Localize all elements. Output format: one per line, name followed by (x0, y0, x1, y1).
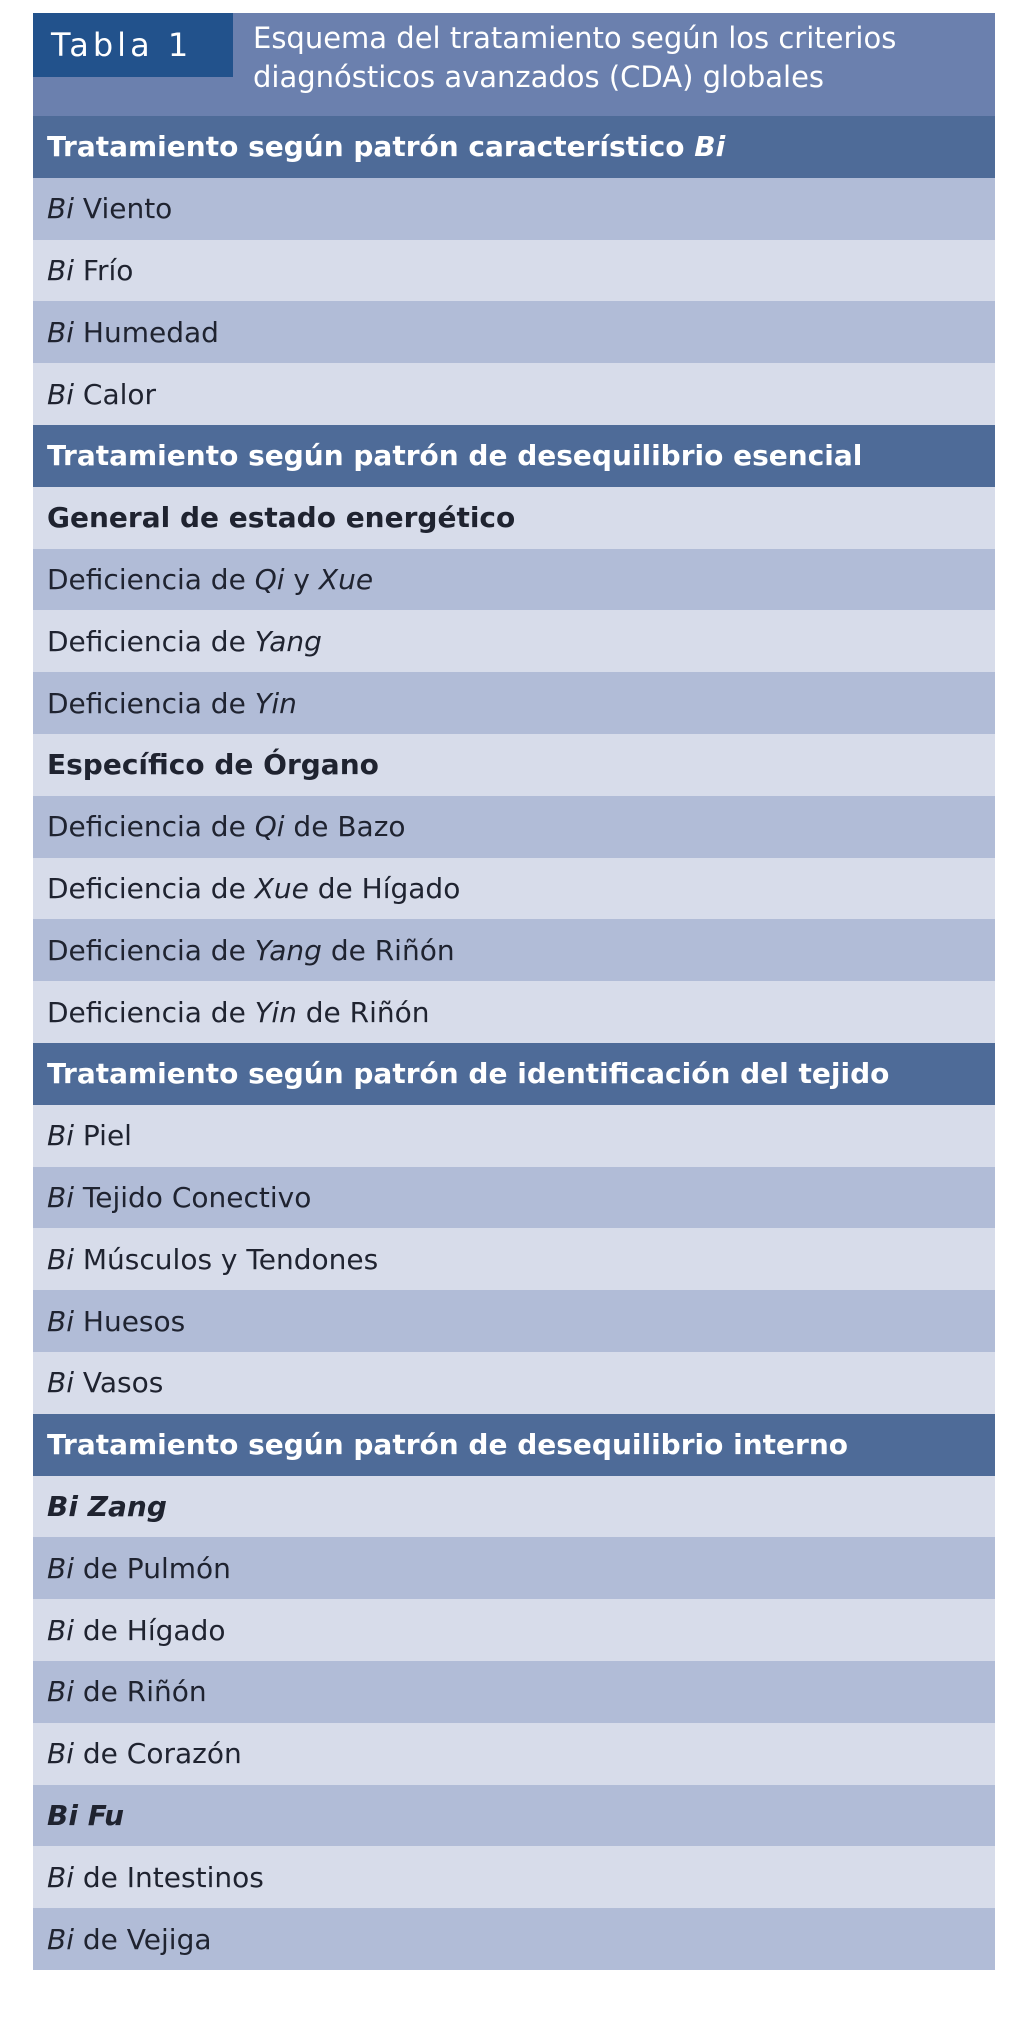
treatment-table (33, 13, 995, 1970)
row-text: Específico de Órgano (47, 748, 379, 782)
row-text: Vasos (74, 1366, 164, 1400)
row-text: Xue (318, 562, 374, 596)
subheading-row (33, 487, 995, 549)
row-text: Yang (254, 624, 322, 658)
row-text: Deficiencia de (47, 562, 255, 596)
row-text: Bi (47, 1304, 74, 1338)
section-header-row (33, 1414, 995, 1476)
table-row (33, 1599, 995, 1661)
section-header-row (33, 425, 995, 487)
row-text: Bi (47, 1180, 74, 1214)
table-row (33, 858, 995, 920)
caption-line-2: diagnósticos avanzados (CDA) globales (253, 60, 825, 94)
table-row (33, 1105, 995, 1167)
row-text: de Riñón (321, 933, 455, 967)
row-text: Deficiencia de (47, 933, 255, 967)
table-row (33, 981, 995, 1043)
row-text: Bi (47, 1613, 74, 1647)
table-row (33, 672, 995, 734)
row-text: Piel (74, 1119, 132, 1153)
table-row (33, 919, 995, 981)
row-text: Calor (74, 377, 157, 411)
section-header-row (33, 1043, 995, 1105)
row-text: Tratamiento según patrón de desequilibrio esencial (47, 439, 863, 473)
table-row (33, 1352, 995, 1414)
row-text: Xue (254, 871, 309, 905)
table-row (33, 796, 995, 858)
row-text: Deficiencia de (47, 995, 255, 1029)
table-title-bar (33, 13, 995, 116)
row-text: Bi (47, 1551, 74, 1585)
row-text: Deficiencia de (47, 686, 255, 720)
row-text: de Hígado (308, 871, 461, 905)
row-text: Bi (47, 1922, 74, 1956)
table-body (33, 116, 995, 1970)
row-text: Tratamiento según patrón de identificación del tejido (47, 1057, 890, 1091)
row-text: Bi (47, 1366, 74, 1400)
table-row (33, 1661, 995, 1723)
table-row (33, 1908, 995, 1970)
row-text: Bi (47, 1860, 74, 1894)
table-row (33, 549, 995, 611)
table-caption (253, 19, 983, 97)
row-text: de Pulmón (74, 1551, 231, 1585)
table-row (33, 1723, 995, 1785)
row-text: Frío (74, 253, 134, 287)
row-text: de Vejiga (74, 1922, 212, 1956)
row-text: Yin (254, 686, 297, 720)
row-text: Humedad (74, 315, 219, 349)
row-text: Deficiencia de (47, 810, 255, 844)
table-row (33, 610, 995, 672)
row-text: Deficiencia de (47, 871, 255, 905)
row-text: de Riñón (74, 1675, 207, 1709)
row-text: de Corazón (74, 1737, 242, 1771)
table-row (33, 363, 995, 425)
row-text: de Intestinos (74, 1860, 264, 1894)
table-row (33, 301, 995, 363)
table-label: Tabla 1 (33, 13, 233, 77)
row-text: Bi (694, 130, 726, 164)
table-row (33, 1228, 995, 1290)
row-text: Qi (254, 562, 285, 596)
row-text: Yang (254, 933, 322, 967)
table-row (33, 240, 995, 302)
row-text: Bi (47, 192, 74, 226)
table-row (33, 1537, 995, 1599)
row-text: Qi (254, 810, 285, 844)
table-row (33, 1167, 995, 1229)
row-text: Tratamiento según patrón de desequilibrio interno (47, 1428, 848, 1462)
row-text: Bi (47, 1737, 74, 1771)
row-text: Bi (47, 1242, 74, 1276)
row-text: Viento (74, 192, 173, 226)
table-row (33, 1290, 995, 1352)
row-text: Bi (47, 253, 74, 287)
row-text: General de estado energético (47, 501, 516, 535)
caption-line-1: Esquema del tratamiento según los criterios (253, 21, 897, 55)
row-text: Músculos y Tendones (74, 1242, 379, 1276)
row-text: Bi Zang (47, 1489, 167, 1523)
row-text: Yin (254, 995, 297, 1029)
row-text: Huesos (74, 1304, 186, 1338)
subheading-row (33, 1785, 995, 1847)
row-text: Bi (47, 377, 74, 411)
row-text: Bi Fu (47, 1798, 125, 1832)
row-text: de Hígado (74, 1613, 226, 1647)
row-text: Deficiencia de (47, 624, 255, 658)
row-text: de Bazo (284, 810, 406, 844)
subheading-row (33, 734, 995, 796)
subheading-row (33, 1476, 995, 1538)
table-row (33, 178, 995, 240)
row-text: Bi (47, 1119, 74, 1153)
row-text: y (284, 562, 319, 596)
row-text: Tejido Conectivo (74, 1180, 312, 1214)
row-text: Bi (47, 1675, 74, 1709)
row-text: de Riñón (296, 995, 430, 1029)
table-row (33, 1846, 995, 1908)
row-text: Bi (47, 315, 74, 349)
section-header-row (33, 116, 995, 178)
row-text: Tratamiento según patrón característico (47, 130, 695, 164)
